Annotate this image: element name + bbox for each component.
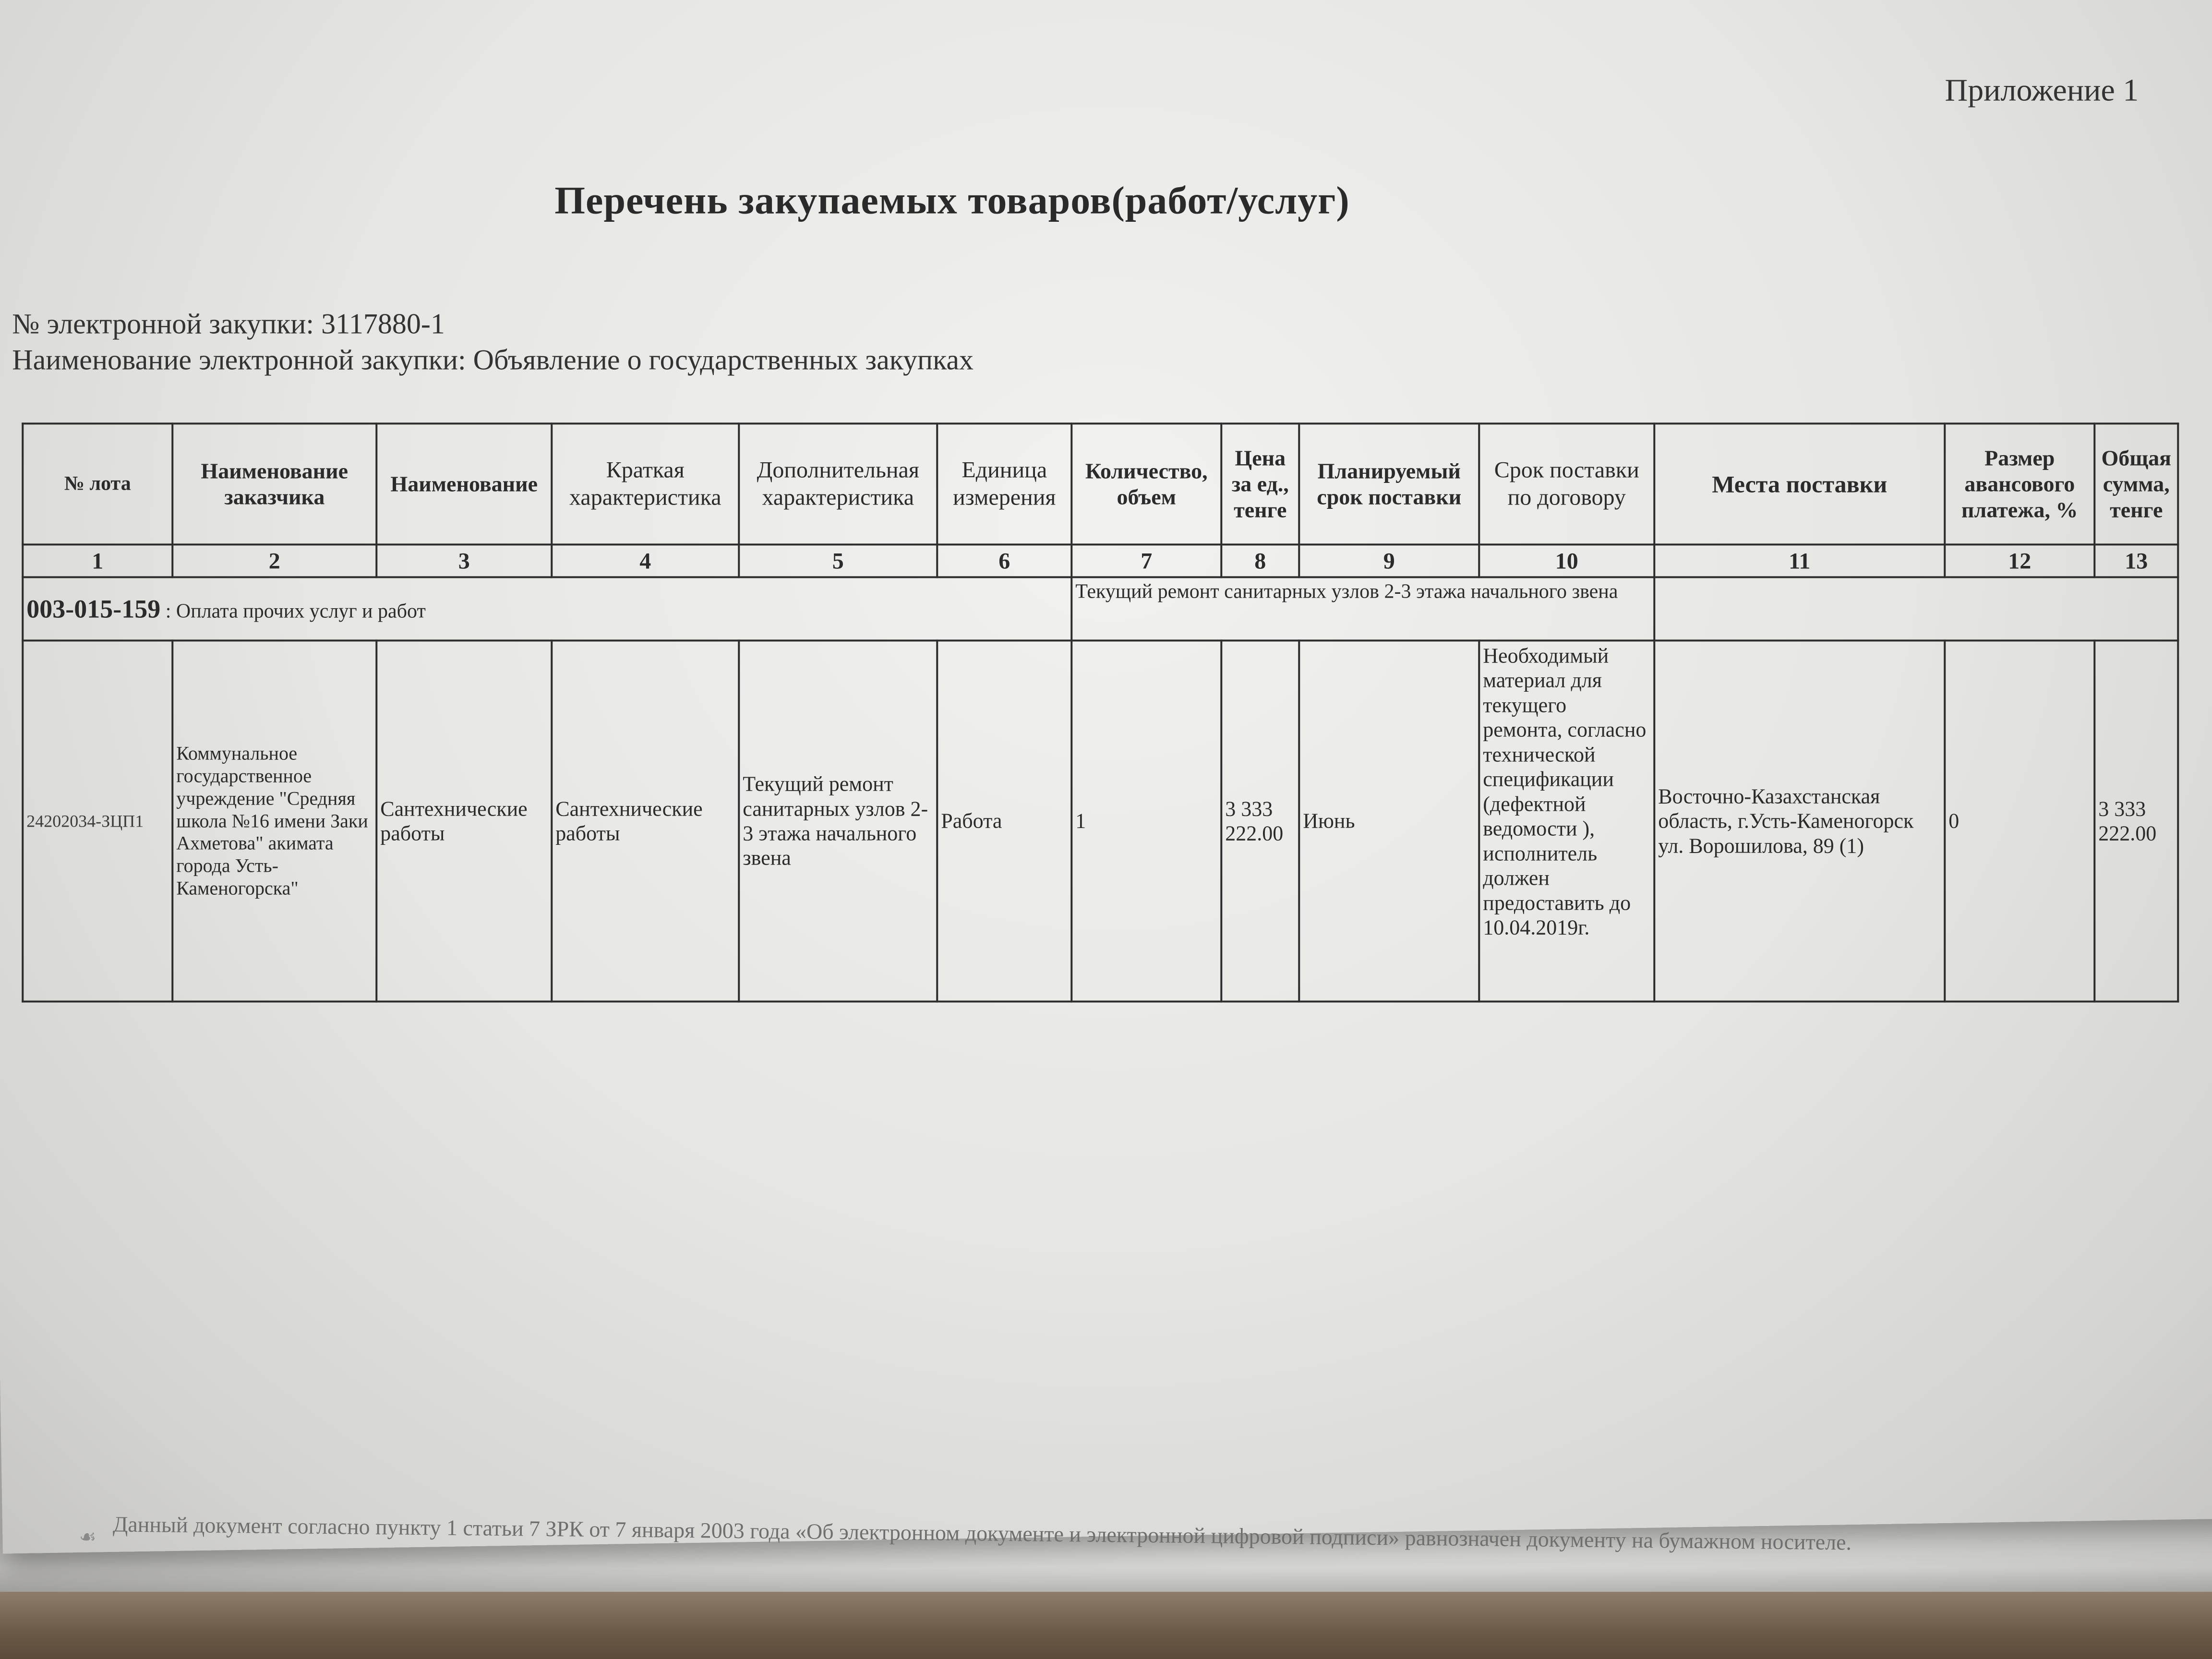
table-header-row: [23, 423, 2178, 544]
document-title: Перечень закупаемых товаров(работ/услуг): [554, 178, 1350, 222]
name-cell: Сантехнические работы: [376, 640, 552, 1001]
header-planned-term: Планируемый срок поставки: [1299, 423, 1479, 544]
header-short-characteristic: Краткая характеристика: [552, 423, 739, 544]
total-amount-cell: 3 333 222.00: [2094, 640, 2178, 1001]
column-number: 8: [1221, 544, 1299, 577]
contract-term-cell: Необходимый материал для текущего ремонта, согласно технической спецификации (дефектной ведомости ), исполнитель должен предоставить до 10.04.2019г.: [1479, 640, 1654, 1001]
lots-table: [22, 422, 2179, 1002]
customer-cell: Коммунальное государственное учреждение "Средняя школа №16 имени Заки Ахметова" акимата города Усть-Каменогорска": [172, 640, 376, 1001]
footer-mark-icon: ☙: [79, 1526, 96, 1548]
header-name: Наименование: [376, 423, 552, 544]
column-number: 10: [1479, 544, 1654, 577]
planned-term-cell: Июнь: [1299, 640, 1479, 1001]
group-subject: Текущий ремонт санитарных узлов 2-3 этажа начального звена: [1071, 577, 1654, 640]
column-number: 3: [376, 544, 552, 577]
lot-number-cell: 24202034-ЗЦП1: [23, 640, 172, 1001]
column-number: 7: [1071, 544, 1221, 577]
header-lot-number: № лота: [23, 423, 172, 544]
column-number: 11: [1654, 544, 1945, 577]
procurement-name: Наименование электронной закупки: Объявление о государственных закупках: [12, 344, 974, 376]
document-content: [2, 0, 2191, 1555]
additional-characteristic-cell: Текущий ремонт санитарных узлов 2-3 этажа начального звена: [739, 640, 937, 1001]
column-number: 2: [172, 544, 376, 577]
budget-group-row: [23, 577, 2178, 640]
header-customer: Наименование заказчика: [172, 423, 376, 544]
header-additional-characteristic: Дополнительная характеристика: [739, 423, 937, 544]
unit-price-cell: 3 333 222.00: [1221, 640, 1299, 1001]
budget-description: : Оплата прочих услуг и работ: [160, 600, 426, 623]
column-number: 9: [1299, 544, 1479, 577]
quantity-cell: 1: [1071, 640, 1221, 1001]
header-contract-term: Срок поставки по договору: [1479, 423, 1654, 544]
header-advance-payment: Размер авансового платежа, %: [1945, 423, 2094, 544]
header-total-amount: Общая сумма, тенге: [2094, 423, 2178, 544]
advance-payment-cell: 0: [1945, 640, 2094, 1001]
header-delivery-place: Места поставки: [1654, 423, 1945, 544]
appendix-label: Приложение 1: [1945, 72, 2139, 108]
legal-footer-text: Данный документ согласно пункту 1 статьи 7 ЗРК от 7 января 2003 года «Об электронном документе и электронной цифровой подписи» равнозначен документу на бумажном носителе.: [112, 1512, 1852, 1555]
column-number: 13: [2094, 544, 2178, 577]
budget-code: 003-015-159: [26, 594, 161, 624]
column-number: 5: [739, 544, 937, 577]
delivery-place-cell: Восточно-Казахстанская область, г.Усть-Каменогорск ул. Ворошилова, 89 (1): [1654, 640, 1945, 1001]
column-number: 12: [1945, 544, 2094, 577]
column-number: 4: [552, 544, 739, 577]
header-unit: Единица измерения: [937, 423, 1071, 544]
table-row: [23, 640, 2178, 1001]
budget-group-cell: [23, 577, 1071, 640]
header-quantity: Количество, объем: [1071, 423, 1221, 544]
floor: [0, 1592, 2212, 1659]
unit-cell: Работа: [937, 640, 1071, 1001]
header-unit-price: Цена за ед., тенге: [1221, 423, 1299, 544]
group-empty-cell: [1654, 577, 2178, 640]
legal-footer: [79, 1512, 2129, 1558]
column-number: 6: [937, 544, 1071, 577]
column-number-row: [23, 544, 2178, 577]
procurement-number: № электронной закупки: 3117880-1: [12, 308, 445, 340]
column-number: 1: [23, 544, 172, 577]
short-characteristic-cell: Сантехнические работы: [552, 640, 739, 1001]
